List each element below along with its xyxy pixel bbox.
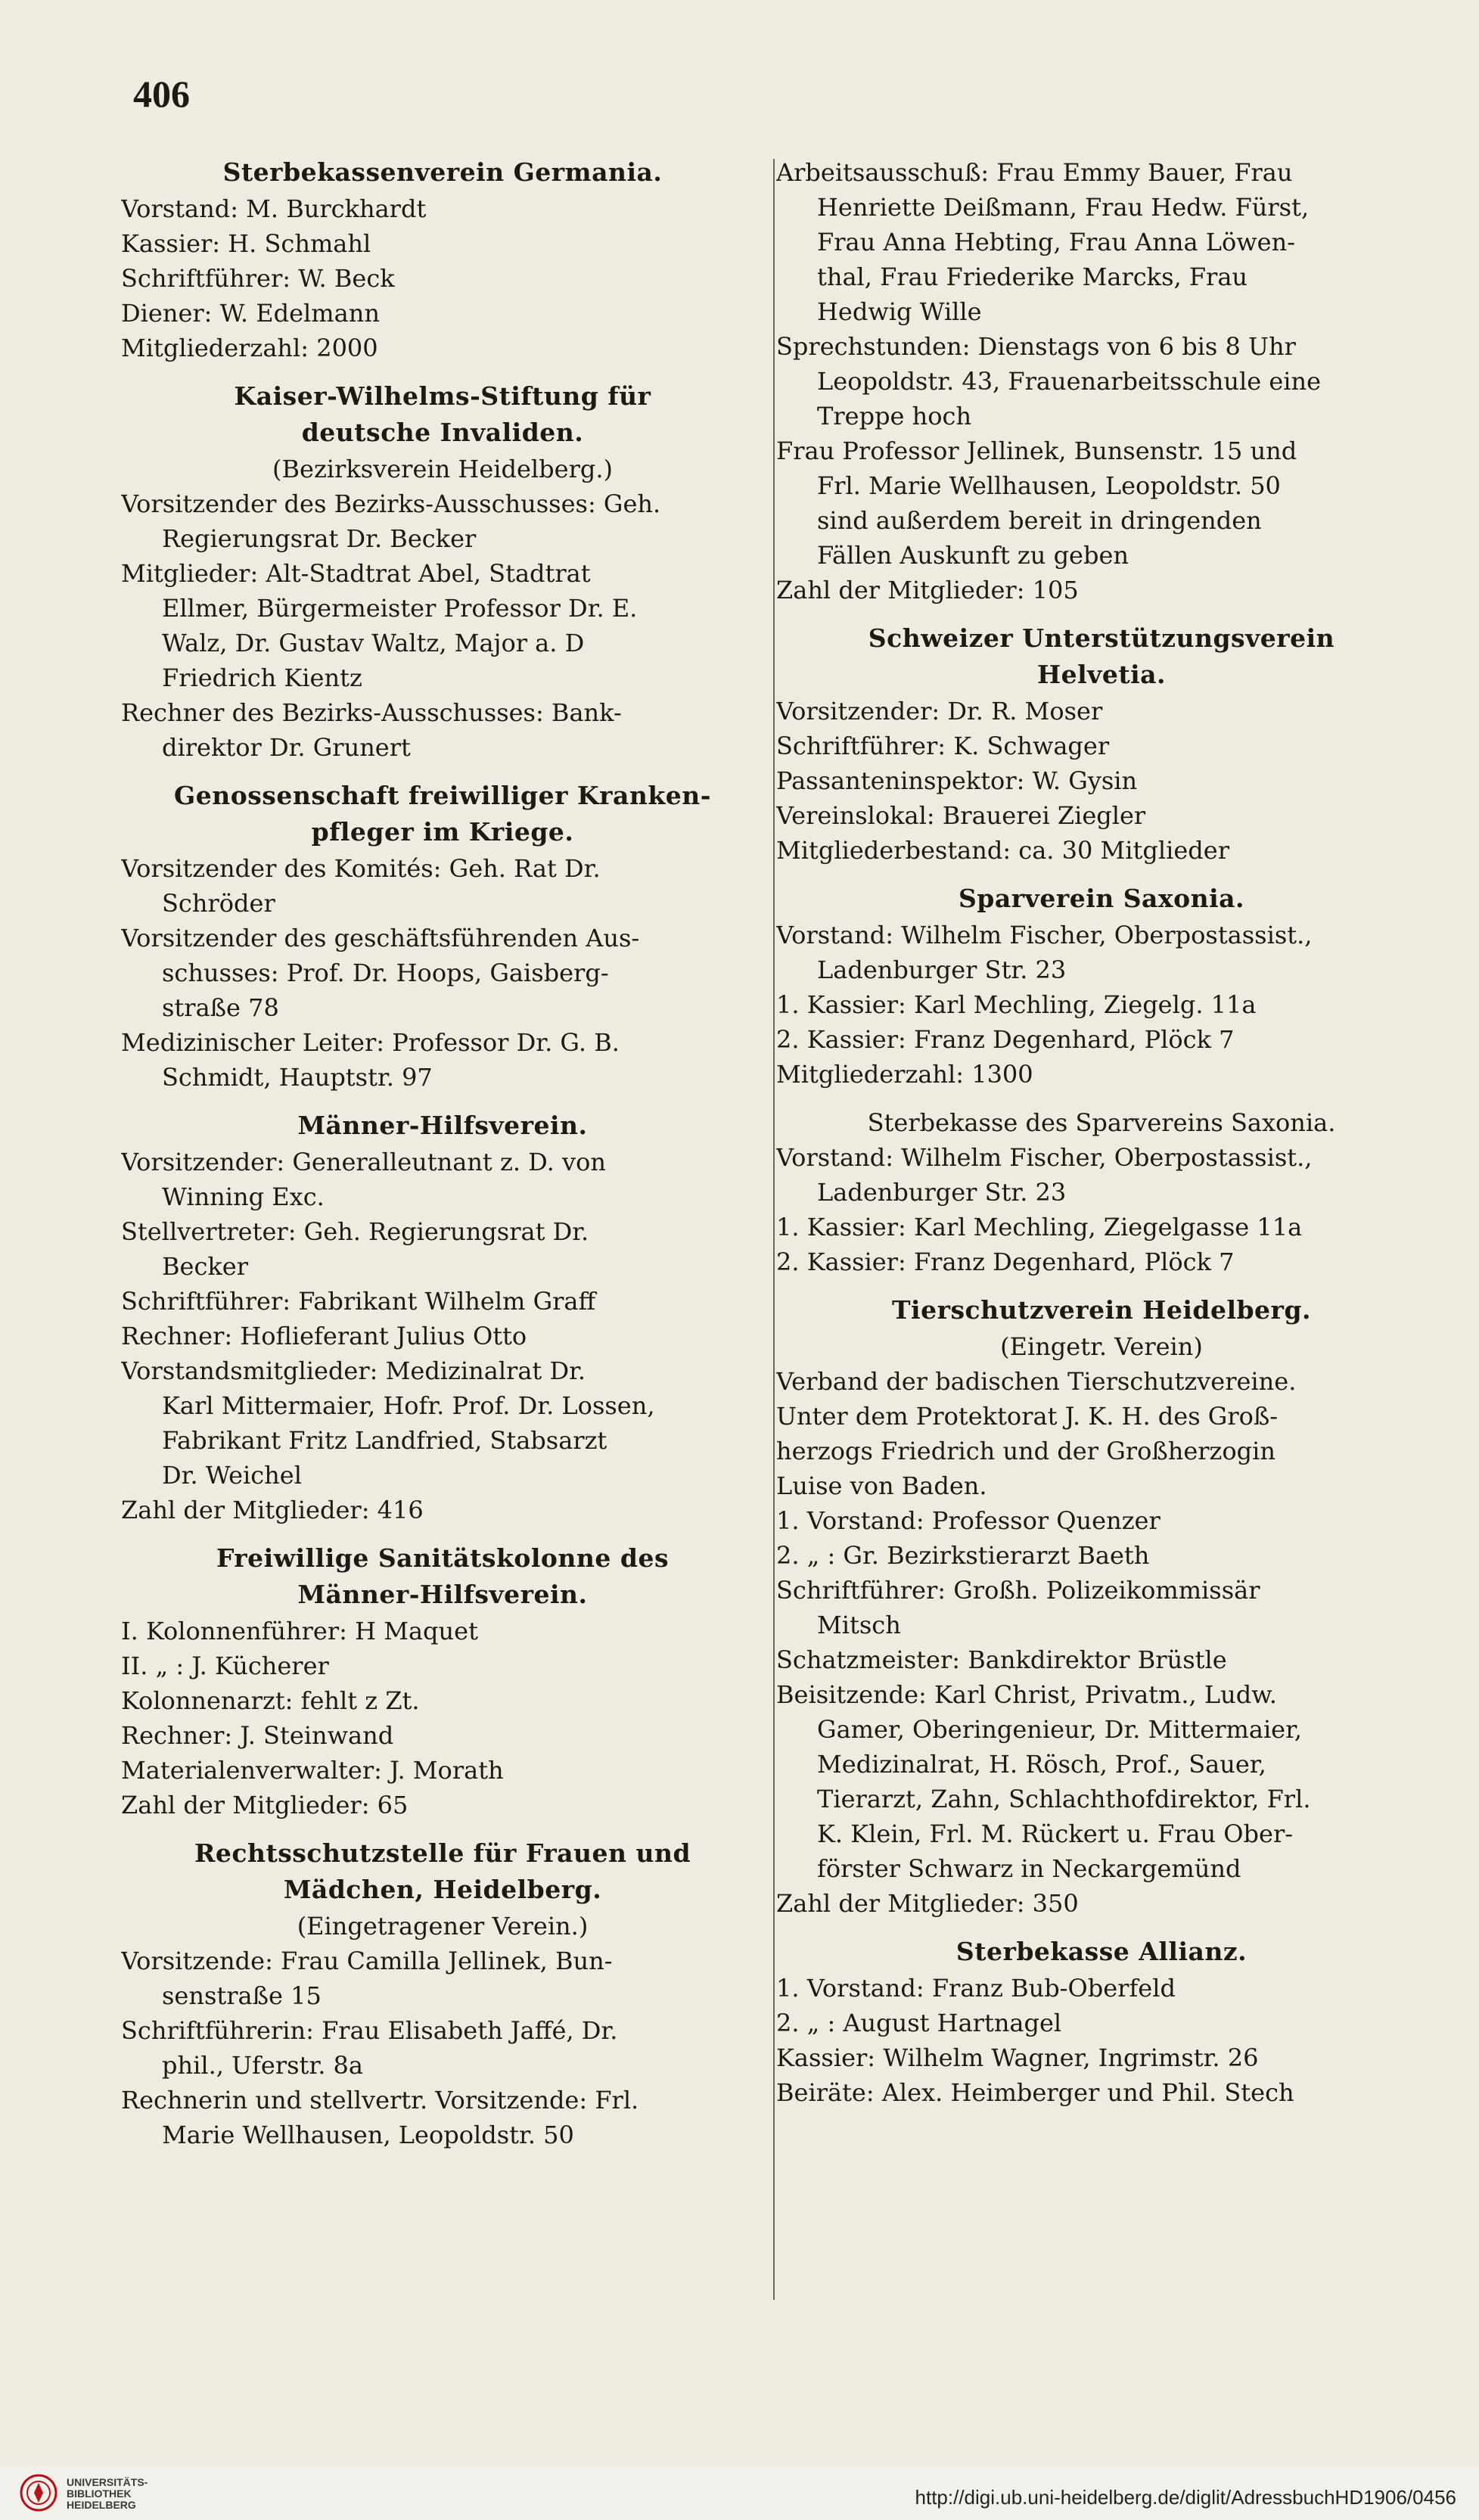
entry-line: Ladenburger Str. 23 (817, 955, 1067, 984)
entry-line: Regierungsrat Dr. Becker (162, 524, 477, 553)
entry-line: Vorsitzender: Dr. R. Moser (776, 697, 1103, 726)
entry-heading: Männer-Hilfsverein. (297, 1580, 588, 1609)
entry-line: Mitgliederzahl: 1300 (776, 1060, 1033, 1089)
logo-line: HEIDELBERG (67, 2499, 136, 2511)
entry-line: thal, Frau Friederike Marcks, Frau (817, 263, 1248, 291)
entry-line: Karl Mittermaier, Hofr. Prof. Dr. Lossen, (162, 1391, 655, 1420)
entry-line: schusses: Prof. Dr. Hoops, Gaisberg- (162, 959, 609, 987)
entry-line: Rechnerin und stellvertr. Vorsitzende: Frl. (121, 2086, 639, 2115)
entry-line: Fällen Auskunft zu geben (817, 541, 1129, 570)
entry-line: 2. „ : August Hartnagel (776, 2009, 1062, 2037)
entry-line: Vorsitzender: Generalleutnant z. D. von (121, 1148, 606, 1176)
entry-line: Zahl der Mitglieder: 416 (121, 1496, 424, 1524)
entry-line: Kolonnenarzt: fehlt z Zt. (121, 1686, 420, 1715)
entry-line: 1. Vorstand: Franz Bub-Oberfeld (776, 1974, 1176, 2003)
entry-line: Zahl der Mitglieder: 105 (776, 576, 1079, 604)
entry-heading: Sterbekasse Allianz. (955, 1937, 1248, 1966)
entry-line: Kassier: Wilhelm Wagner, Ingrimstr. 26 (776, 2043, 1259, 2072)
entry-heading: Schweizer Unterstützungsverein (868, 623, 1335, 653)
entry-line: Frau Professor Jellinek, Bunsenstr. 15 und (776, 437, 1297, 465)
entry-line: II. „ : J. Kücherer (121, 1652, 329, 1680)
entry-line: Gamer, Oberingenieur, Dr. Mittermaier, (817, 1715, 1303, 1744)
entry-line: 1. Kassier: Karl Mechling, Ziegelgasse 11a (776, 1213, 1303, 1241)
footer-bar (0, 2466, 1479, 2520)
entry-heading: Tierschutzverein Heidelberg. (891, 1295, 1312, 1325)
entry-line: Materialenverwalter: J. Morath (121, 1756, 504, 1785)
column-divider (773, 159, 775, 2300)
entry-line: Mitglieder: Alt-Stadtrat Abel, Stadtrat (121, 559, 591, 588)
left-entry (121, 1541, 764, 1822)
right-entry (776, 1934, 1427, 2110)
entry-line: Luise von Baden. (776, 1471, 987, 1500)
entry-line: Schriftführer: W. Beck (121, 264, 395, 293)
entry-line: Rechner: J. Steinwand (121, 1721, 394, 1750)
entry-line: Medizinischer Leiter: Professor Dr. G. B. (121, 1028, 620, 1057)
entry-heading: Kaiser-Wilhelms-Stiftung für (234, 381, 651, 411)
entry-line: Vorstandsmitglieder: Medizinalrat Dr. (121, 1356, 586, 1385)
entry-line: Vorsitzender des Komités: Geh. Rat Dr. (121, 854, 601, 883)
entry-line: Rechner: Hoflieferant Julius Otto (121, 1322, 527, 1350)
entry-line: Ellmer, Bürgermeister Professor Dr. E. (162, 594, 638, 623)
entry-line: 1. Kassier: Karl Mechling, Ziegelg. 11a (776, 990, 1257, 1019)
entry-line: direktor Dr. Grunert (162, 733, 411, 762)
entry-line: Leopoldstr. 43, Frauenarbeitsschule eine (817, 367, 1322, 396)
entry-line: Ladenburger Str. 23 (817, 1178, 1067, 1207)
entry-line: Schriftführer: Fabrikant Wilhelm Graff (121, 1287, 596, 1316)
entry-line: Vorsitzender des geschäftsführenden Aus- (121, 924, 640, 952)
entry-line: Verband der badischen Tierschutzvereine. (776, 1367, 1297, 1396)
entry-heading: Freiwillige Sanitätskolonne des (216, 1543, 670, 1573)
right-entry (776, 1293, 1427, 1921)
entry-line: Zahl der Mitglieder: 350 (776, 1889, 1079, 1918)
entry-line: Diener: W. Edelmann (121, 299, 380, 328)
entry-line: Vorsitzende: Frau Camilla Jellinek, Bun- (121, 1947, 613, 1975)
entry-heading: Sparverein Saxonia. (958, 884, 1245, 913)
entry-line: straße 78 (162, 993, 279, 1022)
entry-line: Schmidt, Hauptstr. 97 (162, 1063, 433, 1092)
entry-subtitle: Sterbekasse des Sparvereins Saxonia. (867, 1108, 1336, 1137)
entry-line: Vorsitzender des Bezirks-Ausschusses: Geh. (121, 489, 661, 518)
entry-heading: Mädchen, Heidelberg. (283, 1875, 602, 1904)
entry-heading: pfleger im Kriege. (311, 817, 574, 847)
logo-line: UNIVERSITÄTS- (67, 2476, 148, 2488)
entry-line: Kassier: H. Schmahl (121, 229, 371, 258)
entry-line: Mitsch (817, 1611, 901, 1639)
entry-heading: Männer-Hilfsverein. (297, 1111, 588, 1140)
entry-line: K. Klein, Frl. M. Rückert u. Frau Ober- (817, 1819, 1294, 1848)
entry-line: Rechner des Bezirks-Ausschusses: Bank- (121, 698, 622, 727)
entry-heading: Genossenschaft freiwilliger Kranken- (174, 781, 711, 810)
entry-line: Medizinalrat, H. Rösch, Prof., Sauer, (817, 1750, 1266, 1779)
entry-line: Henriette Deißmann, Frau Hedw. Fürst, (817, 193, 1310, 222)
library-logo-text (67, 2477, 148, 2511)
entry-subtitle: (Eingetr. Verein) (1000, 1332, 1203, 1361)
entry-line: Beiräte: Alex. Heimberger und Phil. Stech (776, 2078, 1294, 2107)
right-entry (776, 1105, 1427, 1279)
entry-subtitle: (Bezirksverein Heidelberg.) (272, 455, 613, 483)
entry-line: Dr. Weichel (162, 1461, 302, 1490)
entry-line: Hedwig Wille (817, 297, 982, 326)
entry-line: Sprechstunden: Dienstags von 6 bis 8 Uhr (776, 332, 1296, 361)
right-entry (776, 881, 1427, 1092)
entry-line: Fabrikant Fritz Landfried, Stabsarzt (162, 1426, 607, 1455)
entry-line: Friedrich Kientz (162, 663, 362, 692)
entry-line: förster Schwarz in Neckargemünd (817, 1854, 1241, 1883)
entry-line: 1. Vorstand: Professor Quenzer (776, 1506, 1161, 1535)
logo-line: BIBLIOTHEK (67, 2487, 132, 2500)
entry-line: Zahl der Mitglieder: 65 (121, 1791, 409, 1819)
entry-line: Beisitzende: Karl Christ, Privatm., Ludw. (776, 1680, 1277, 1709)
entry-line: Unter dem Protektorat J. K. H. des Groß- (776, 1402, 1279, 1431)
entry-line: 2. „ : Gr. Bezirkstierarzt Baeth (776, 1541, 1150, 1570)
entry-line: Schatzmeister: Bankdirektor Brüstle (776, 1645, 1227, 1674)
source-url-link[interactable]: http://digi.ub.uni-heidelberg.de/diglit/AdressbuchHD1906/0456 (915, 2486, 1456, 2509)
left-entry (121, 379, 764, 765)
right-column (776, 155, 1427, 2124)
entry-line: Schriftführer: Großh. Polizeikommissär (776, 1576, 1260, 1605)
entry-line: I. Kolonnenführer: H Maquet (121, 1617, 478, 1645)
entry-line: Tierarzt, Zahn, Schlachthofdirektor, Frl. (817, 1785, 1311, 1813)
entry-line: senstraße 15 (162, 1981, 322, 2010)
entry-line: Walz, Dr. Gustav Waltz, Major a. D (162, 629, 585, 657)
entry-line: Arbeitsausschuß: Frau Emmy Bauer, Frau (776, 158, 1293, 187)
entry-line: sind außerdem bereit in dringenden (817, 506, 1262, 535)
entry-line: Mitgliederzahl: 2000 (121, 334, 378, 362)
entry-line: Frau Anna Hebting, Frau Anna Löwen- (817, 228, 1295, 256)
entry-line: Schröder (162, 889, 275, 918)
entry-line: Passanteninspektor: W. Gysin (776, 766, 1138, 795)
entry-line: Treppe hoch (817, 402, 972, 430)
entry-heading: Sterbekassenverein Germania. (222, 157, 663, 187)
left-entry (121, 1836, 764, 2152)
entry-line: Vorstand: M. Burckhardt (121, 194, 427, 223)
entry-line: Schriftführerin: Frau Elisabeth Jaffé, Dr. (121, 2016, 618, 2045)
entry-line: Schriftführer: K. Schwager (776, 732, 1110, 760)
entry-line: Mitgliederbestand: ca. 30 Mitglieder (776, 836, 1229, 865)
entry-line: Vorstand: Wilhelm Fischer, Oberpostassist., (776, 921, 1313, 949)
entry-line: Becker (162, 1252, 248, 1281)
entry-line: Vorstand: Wilhelm Fischer, Oberpostassist., (776, 1143, 1313, 1172)
entry-heading: Rechtsschutzstelle für Frauen und (194, 1838, 691, 1868)
right-entry (776, 155, 1427, 607)
left-entry (121, 1108, 764, 1527)
entry-line: Frl. Marie Wellhausen, Leopoldstr. 50 (817, 471, 1281, 500)
entry-line: Stellvertreter: Geh. Regierungsrat Dr. (121, 1217, 589, 1246)
entry-line: 2. Kassier: Franz Degenhard, Plöck 7 (776, 1025, 1235, 1054)
entry-line: Winning Exc. (162, 1182, 325, 1211)
entry-heading: Helvetia. (1036, 660, 1167, 689)
entry-heading: deutsche Invaliden. (301, 418, 584, 447)
entry-line: phil., Uferstr. 8a (162, 2051, 363, 2080)
page-number: 406 (133, 73, 190, 115)
entry-line: herzogs Friedrich und der Großherzogin (776, 1437, 1275, 1465)
left-entry (121, 778, 764, 1095)
right-entry (776, 621, 1427, 868)
left-entry (121, 155, 764, 365)
left-column (121, 155, 764, 2166)
university-seal-icon (20, 2474, 57, 2512)
entry-line: 2. Kassier: Franz Degenhard, Plöck 7 (776, 1248, 1235, 1276)
entry-line: Marie Wellhausen, Leopoldstr. 50 (162, 2121, 574, 2149)
entry-subtitle: (Eingetragener Verein.) (297, 1912, 589, 1940)
entry-line: Vereinslokal: Brauerei Ziegler (776, 801, 1146, 830)
